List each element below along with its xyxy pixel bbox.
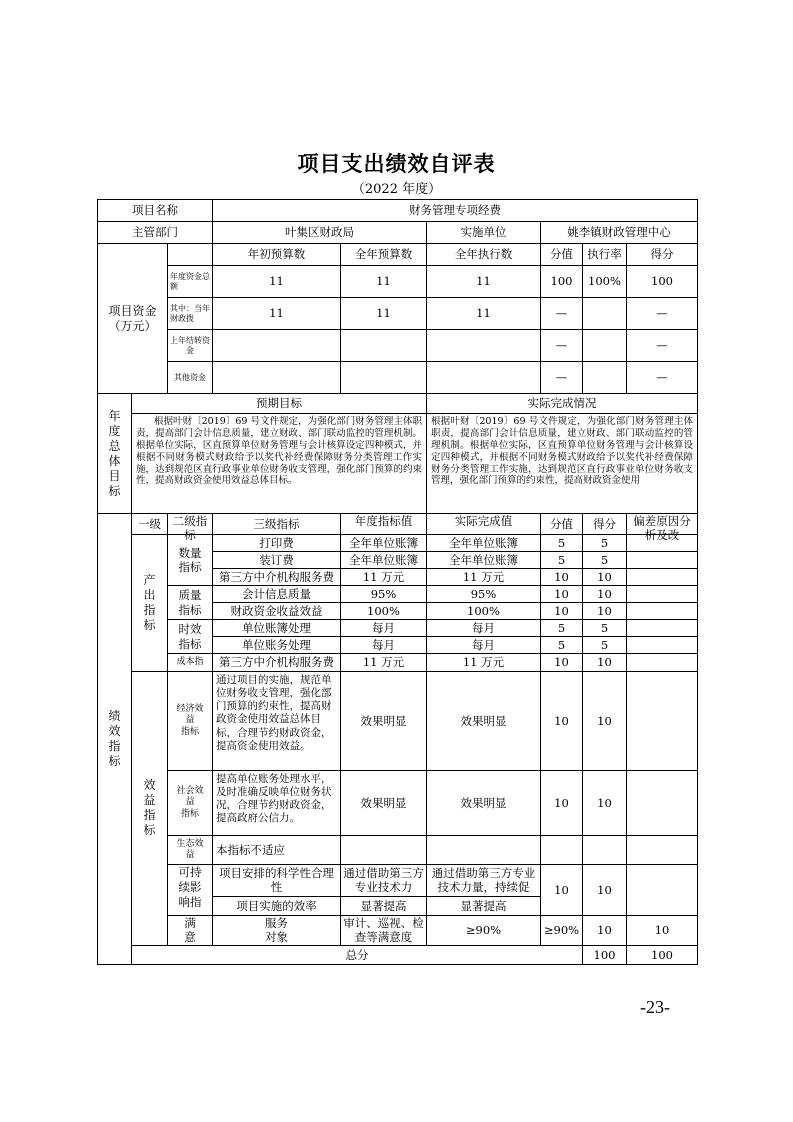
funds-score: — xyxy=(627,330,698,362)
funds-rate xyxy=(583,362,627,394)
objectives-section-label: 年 度 总 体 目 标 xyxy=(98,394,132,514)
document-year: （2022 年度） xyxy=(351,182,442,197)
funds-col-annual: 全年预算数 xyxy=(341,244,427,266)
indicator-actual: 11 万元 xyxy=(427,569,541,586)
col-level1: 一级 xyxy=(132,514,168,535)
indicator-score: 10 xyxy=(583,865,627,916)
funds-col-initial: 年初预算数 xyxy=(213,244,341,266)
indicator-name: 会计信息质量 xyxy=(213,586,341,603)
funds-header-blank xyxy=(168,244,213,266)
indicator-actual: 11 万元 xyxy=(427,654,541,672)
indicator-actual: 全年单位账簿 xyxy=(427,552,541,569)
row-funds-header xyxy=(98,244,698,266)
timeliness-indicators-label: 时效 指标 xyxy=(168,620,213,654)
total-score: 100 xyxy=(627,945,698,964)
indicator-value: 5 xyxy=(541,535,583,552)
indicators-section-label: 绩 效 指 标 xyxy=(98,514,132,965)
indicator-value: 10 xyxy=(583,916,627,946)
indicator-actual: 效果明显 xyxy=(427,771,541,836)
quantity-indicators-label: 数量 指标 xyxy=(168,535,213,586)
indicator-score: 10 xyxy=(627,916,698,946)
indicator-actual: 全年单位账簿 xyxy=(427,535,541,552)
funds-executed xyxy=(427,362,541,394)
col-value: 分值 xyxy=(541,514,583,535)
row-indicators-header xyxy=(98,514,698,535)
indicator-actual: ≥90% xyxy=(541,916,583,946)
indicator-score: 10 xyxy=(583,586,627,603)
social-indicators-label: 社会效 益 指标 xyxy=(168,771,213,836)
indicator-score: 10 xyxy=(583,654,627,672)
indicator-row xyxy=(98,771,698,836)
indicator-score: 5 xyxy=(583,535,627,552)
impl-unit-value: 姚李镇财政管理中心 xyxy=(541,222,698,244)
indicator-reason xyxy=(627,672,698,771)
indicator-actual: 每月 xyxy=(427,620,541,637)
indicator-value xyxy=(541,836,583,865)
funds-col-executed: 全年执行数 xyxy=(427,244,541,266)
self-evaluation-table xyxy=(97,199,698,965)
indicator-row xyxy=(98,654,698,672)
indicator-score: 10 xyxy=(583,569,627,586)
indicator-value: 10 xyxy=(541,586,583,603)
service-object-label: 服务 对象 xyxy=(213,916,341,946)
funds-executed: 11 xyxy=(427,298,541,330)
indicator-reason xyxy=(627,637,698,654)
document-title: 项目支出绩效自评表 xyxy=(297,151,496,176)
indicator-actual: 显著提高 xyxy=(427,896,541,915)
sustain-indicators-label: 可持 续影 响指 xyxy=(168,865,213,916)
indicator-target: 全年单位账簿 xyxy=(341,552,427,569)
funds-score: — xyxy=(627,362,698,394)
indicator-value: 10 xyxy=(541,654,583,672)
expected-goal-label: 预期目标 xyxy=(132,394,427,414)
indicator-value: 5 xyxy=(541,637,583,654)
dept-value: 叶集区财政局 xyxy=(213,222,427,244)
funds-value: 100 xyxy=(541,266,583,298)
actual-completion-text: 根据叶财〔2019〕69 号文件规定，为强化部门财务管理主体职责，提高部门会计信息质量，建立财政、部门联动监控的管理机制。根据单位实际，区直预算单位财务管理与会计核算设定四种模式，并根据不同财务模式财政给予以奖代补经费保障财务分类管理工作实施，达到规范区直行政事业单位财务收支管理，强化部门预算的约束性，提高财政资金使用 xyxy=(427,414,698,514)
indicator-actual: 每月 xyxy=(427,637,541,654)
indicator-name: 财政资金收益效益 xyxy=(213,603,341,620)
indicator-target: ≥90% xyxy=(427,916,541,946)
indicator-score: 5 xyxy=(583,552,627,569)
funds-section-label: 项目资金 （万元） xyxy=(98,244,168,394)
indicator-value: 10 xyxy=(541,771,583,836)
economic-indicators-label: 经济效 益 指标 xyxy=(168,672,213,771)
indicator-name: 第三方中介机构服务费 xyxy=(213,569,341,586)
indicator-row xyxy=(98,620,698,637)
indicator-target: 效果明显 xyxy=(341,771,427,836)
indicator-target: 每月 xyxy=(341,637,427,654)
indicator-value: 5 xyxy=(541,620,583,637)
funds-row-carryover xyxy=(98,330,698,362)
indicator-target: 通过借助第三方专业技术力 xyxy=(341,865,427,897)
indicator-name: 打印费 xyxy=(213,535,341,552)
indicator-reason xyxy=(627,865,698,916)
funds-col-rate: 执行率 xyxy=(583,244,627,266)
total-label: 总分 xyxy=(132,945,583,964)
row-project-name xyxy=(98,200,698,222)
funds-value: — xyxy=(541,330,583,362)
funds-row-label: 上年结转资金 xyxy=(168,330,213,362)
indicator-value: 10 xyxy=(541,672,583,771)
funds-executed xyxy=(427,330,541,362)
indicator-reason xyxy=(627,586,698,603)
row-department xyxy=(98,222,698,244)
indicator-value: 10 xyxy=(541,865,583,916)
funds-row-total xyxy=(98,266,698,298)
indicator-actual: 通过借助第三方专业技术力量，持续促 xyxy=(427,865,541,897)
indicator-reason xyxy=(627,603,698,620)
indicator-score: 10 xyxy=(583,771,627,836)
indicator-name: 项目安排的科学性合理性 xyxy=(213,865,341,897)
indicator-name: 项目实施的效率 xyxy=(213,896,341,915)
indicator-score: 10 xyxy=(583,672,627,771)
indicator-target: 95% xyxy=(341,586,427,603)
page-number: -23- xyxy=(640,997,670,1017)
indicator-actual: 95% xyxy=(427,586,541,603)
indicator-target: 每月 xyxy=(341,620,427,637)
funds-rate xyxy=(583,330,627,362)
col-target: 年度指标值 xyxy=(341,514,427,535)
indicator-reason xyxy=(627,620,698,637)
indicator-name: 单位账簿处理 xyxy=(213,620,341,637)
indicator-value: 10 xyxy=(541,603,583,620)
col-score: 得分 xyxy=(583,514,627,535)
funds-annual: 11 xyxy=(341,266,427,298)
indicator-target: 100% xyxy=(341,603,427,620)
indicator-name: 本指标不适应 xyxy=(213,836,341,865)
total-row xyxy=(98,945,698,964)
indicator-value: 5 xyxy=(541,552,583,569)
indicator-row xyxy=(98,865,698,897)
project-name-value: 财务管理专项经费 xyxy=(213,200,698,222)
funds-row-label: 其中：当年财政拨 xyxy=(168,298,213,330)
indicator-name: 装订费 xyxy=(213,552,341,569)
eco-indicators-label: 生态效 益 xyxy=(168,836,213,865)
indicator-score: 5 xyxy=(583,637,627,654)
funds-rate xyxy=(583,298,627,330)
funds-value: — xyxy=(541,298,583,330)
cost-indicators-label: 成本指 xyxy=(168,654,213,672)
indicator-target: 11 万元 xyxy=(341,654,427,672)
indicator-row xyxy=(98,836,698,865)
indicator-score: 10 xyxy=(583,603,627,620)
indicator-reason xyxy=(627,569,698,586)
col-level2: 二级指标 xyxy=(168,514,213,535)
funds-col-value: 分值 xyxy=(541,244,583,266)
funds-score: 100 xyxy=(627,266,698,298)
funds-score: — xyxy=(627,298,698,330)
expected-goal-text: 根据叶财〔2019〕69 号文件规定，为强化部门财务管理主体职责，提高部门会计信息质量，建立财政、部门联动监控的管理机制。根据单位实际，区直预算单位财务管理与会计核算设定四种模式，并根据不同财务模式财政给予以奖代补经费保障财务分类管理工作实施，达到规范区直行政事业单位财务收支管理，强化部门预算的约束性，提高财政资金使用效益总体目标。 xyxy=(132,414,427,514)
funds-col-score: 得分 xyxy=(627,244,698,266)
funds-initial xyxy=(213,330,341,362)
funds-initial: 11 xyxy=(213,266,341,298)
indicator-reason xyxy=(627,552,698,569)
indicator-score xyxy=(583,836,627,865)
indicator-target xyxy=(341,836,427,865)
funds-rate: 100% xyxy=(583,266,627,298)
actual-completion-label: 实际完成情况 xyxy=(427,394,698,414)
total-value: 100 xyxy=(583,945,627,964)
funds-initial xyxy=(213,362,341,394)
indicator-row xyxy=(98,672,698,771)
dept-label: 主管部门 xyxy=(98,222,213,244)
funds-annual: 11 xyxy=(341,298,427,330)
indicator-actual xyxy=(427,836,541,865)
indicator-name: 提高单位账务处理水平，及时准确反映单位财务状况，合理节约财政资金，提高政府公信力。 xyxy=(213,771,341,836)
indicator-name: 审计、巡视、检查等满意度 xyxy=(341,916,427,946)
funds-annual xyxy=(341,330,427,362)
indicator-reason xyxy=(627,654,698,672)
funds-row-label: 其他资金 xyxy=(168,362,213,394)
col-actual: 实际完成值 xyxy=(427,514,541,535)
funds-initial: 11 xyxy=(213,298,341,330)
indicator-row xyxy=(98,916,698,946)
indicator-actual: 100% xyxy=(427,603,541,620)
funds-value: — xyxy=(541,362,583,394)
row-objectives-header xyxy=(98,394,698,414)
row-objectives-text xyxy=(98,414,698,514)
impl-unit-label: 实施单位 xyxy=(427,222,541,244)
indicator-row xyxy=(98,586,698,603)
satisfaction-indicators-label: 满 意 xyxy=(168,916,213,946)
indicator-score: 5 xyxy=(583,620,627,637)
benefit-indicators-label: 效 益 指 标 xyxy=(132,672,168,946)
quality-indicators-label: 质量 指标 xyxy=(168,586,213,620)
indicator-actual: 效果明显 xyxy=(427,672,541,771)
indicator-name: 单位账务处理 xyxy=(213,637,341,654)
indicator-reason xyxy=(627,771,698,836)
col-reason: 偏差原因分析及改 xyxy=(627,514,698,535)
indicator-target: 11 万元 xyxy=(341,569,427,586)
funds-row-current xyxy=(98,298,698,330)
funds-row-label: 年度资金总额 xyxy=(168,266,213,298)
indicator-name: 第三方中介机构服务费 xyxy=(213,654,341,672)
output-indicators-label: 产 出 指 标 xyxy=(132,535,168,672)
funds-row-other xyxy=(98,362,698,394)
col-level3: 三级指标 xyxy=(213,514,341,535)
indicator-target: 全年单位账簿 xyxy=(341,535,427,552)
project-name-label: 项目名称 xyxy=(98,200,213,222)
funds-annual xyxy=(341,362,427,394)
indicator-value: 10 xyxy=(541,569,583,586)
funds-executed: 11 xyxy=(427,266,541,298)
indicator-target: 显著提高 xyxy=(341,896,427,915)
indicator-reason xyxy=(627,836,698,865)
indicator-name: 通过项目的实施，规范单位财务收支管理，强化部门预算的约束性，提高财政资金使用效益总体目标，合理节约财政资金，提高资金使用效益。 xyxy=(213,672,341,771)
indicator-target: 效果明显 xyxy=(341,672,427,771)
